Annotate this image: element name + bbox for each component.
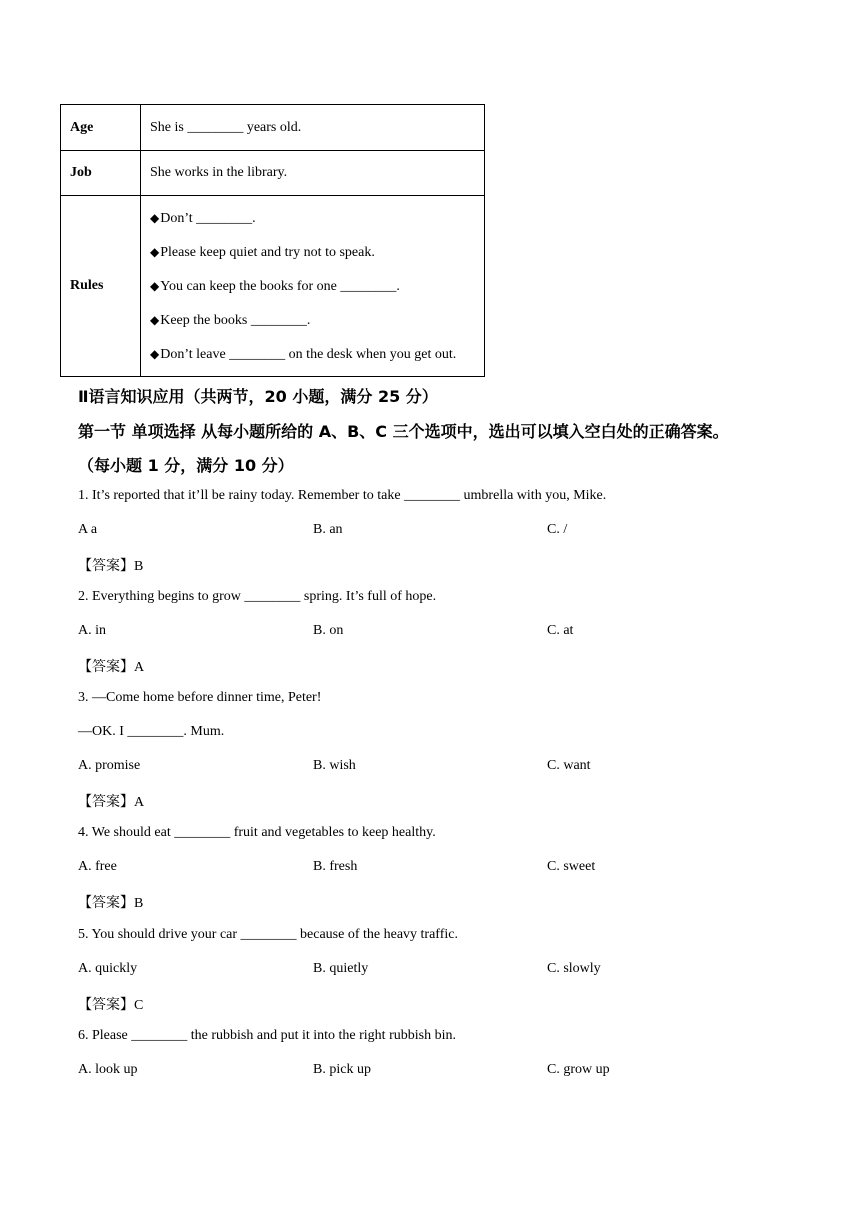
diamond-bullet-icon: ◆ <box>150 347 160 361</box>
option-c: C. sweet <box>547 859 596 874</box>
rules-cell <box>141 196 485 377</box>
answer-value: B <box>134 559 144 574</box>
option-a: A a <box>78 522 98 537</box>
option-c: C. want <box>547 758 591 773</box>
option-a: A. free <box>78 859 117 874</box>
option-c: C. slowly <box>547 961 601 976</box>
rule-item: ◆Please keep quiet and try not to speak. <box>150 245 375 260</box>
option-a: A. quickly <box>78 961 138 976</box>
diamond-bullet-icon: ◆ <box>150 245 160 259</box>
question-stem: 4. We should eat ________ fruit and vegetables to keep healthy. <box>78 825 436 840</box>
answer-value: A <box>134 660 145 675</box>
option-b: B. fresh <box>313 859 358 874</box>
diamond-bullet-icon: ◆ <box>150 313 160 327</box>
row-label: Age <box>61 105 141 151</box>
answer-line: 【答案】B <box>78 558 144 574</box>
question-stem-line-2: —OK. I ________. Mum. <box>78 724 225 739</box>
answer-line: 【答案】A <box>78 659 145 675</box>
option-b: B. pick up <box>313 1062 371 1077</box>
question-stem: 1. It’s reported that it’ll be rainy today. Remember to take ________ umbrella with you, Mike. <box>78 488 607 503</box>
option-b: B. on <box>313 623 344 638</box>
rule-item: ◆You can keep the books for one ________. <box>150 279 400 294</box>
answer-value: B <box>134 896 144 911</box>
option-a: A. promise <box>78 758 141 773</box>
part-note: （每小题 1 分，满分 10 分） <box>78 456 294 475</box>
row-content: She works in the library. <box>141 151 485 196</box>
diamond-bullet-icon: ◆ <box>150 279 160 293</box>
option-c: C. / <box>547 522 568 537</box>
option-b: B. an <box>313 522 343 537</box>
rule-item: ◆Don’t leave ________ on the desk when you get out. <box>150 347 457 362</box>
row-label: Rules <box>61 196 141 377</box>
row-label: Job <box>61 151 141 196</box>
option-b: B. quietly <box>313 961 369 976</box>
table-row-job <box>61 151 485 196</box>
table-row-age <box>61 105 485 151</box>
question-stem: 2. Everything begins to grow ________ spring. It’s full of hope. <box>78 589 437 604</box>
option-a: A. look up <box>78 1062 138 1077</box>
row-content: She is ________ years old. <box>141 105 485 151</box>
answer-value: C <box>134 998 144 1013</box>
answer-value: A <box>134 795 145 810</box>
question-stem: 6. Please ________ the rubbish and put it into the right rubbish bin. <box>78 1028 456 1043</box>
diamond-bullet-icon: ◆ <box>150 211 160 225</box>
option-a: A. in <box>78 623 106 638</box>
option-b: B. wish <box>313 758 356 773</box>
rule-item: ◆Keep the books ________. <box>150 313 311 328</box>
section-title: Ⅱ语言知识应用（共两节，20 小题，满分 25 分） <box>78 387 438 406</box>
question-stem: 5. You should drive your car ________ because of the heavy traffic. <box>78 927 458 942</box>
answer-line: 【答案】A <box>78 794 145 810</box>
librarian-info-table <box>60 104 485 377</box>
part-title: 第一节 单项选择 从每小题所给的 A、B、C 三个选项中，选出可以填入空白处的正确答案。 <box>78 422 729 441</box>
rule-item: ◆Don’t ________. <box>150 211 256 226</box>
answer-line: 【答案】C <box>78 997 144 1013</box>
answer-line: 【答案】B <box>78 895 144 911</box>
question-stem: 3. —Come home before dinner time, Peter! <box>78 690 322 705</box>
option-c: C. grow up <box>547 1062 610 1077</box>
rules-list <box>150 201 484 371</box>
option-c: C. at <box>547 623 574 638</box>
table-row-rules <box>61 196 485 377</box>
